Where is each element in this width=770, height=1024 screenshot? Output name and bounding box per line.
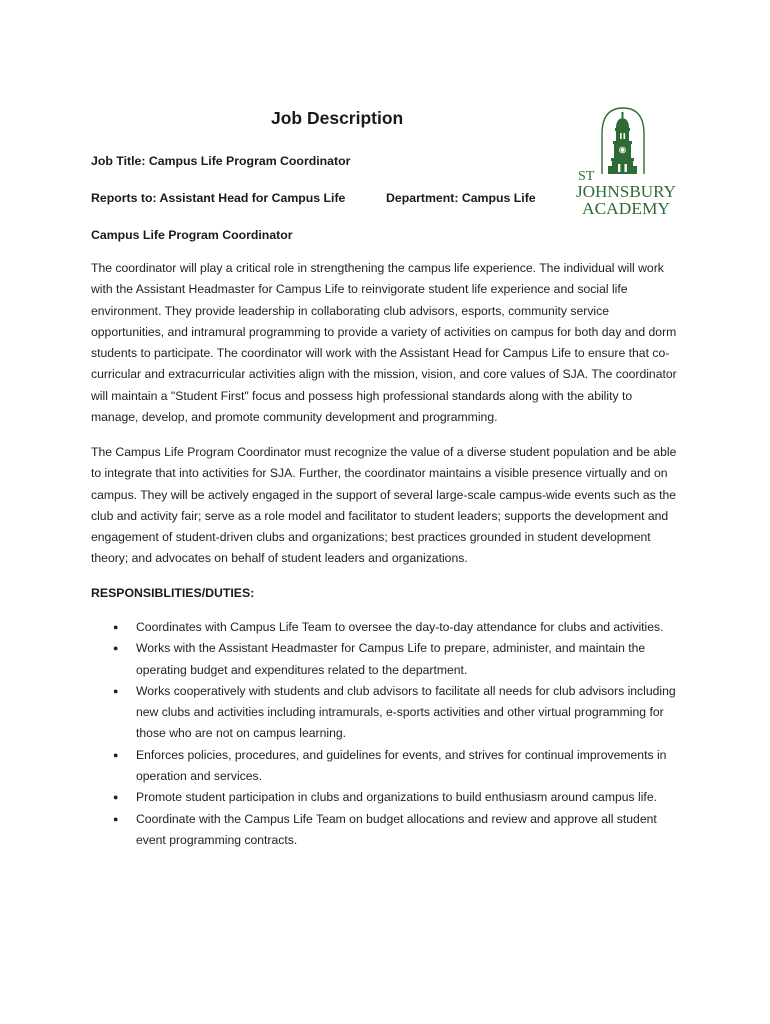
list-item: ● Enforces policies, procedures, and guidelines for events, and strives for continual improvements in operation and services.	[91, 745, 681, 788]
job-title-line: Job Title: Campus Life Program Coordinator	[91, 154, 351, 168]
logo-text-st: ST	[578, 169, 595, 184]
reports-to-line: Reports to: Assistant Head for Campus Life	[91, 191, 346, 205]
document-title: Job Description	[271, 108, 404, 128]
duties-list	[91, 617, 681, 851]
st-johnsbury-academy-logo	[572, 104, 682, 216]
clock-tower-icon	[608, 112, 637, 174]
section-heading: Campus Life Program Coordinator	[91, 228, 293, 242]
paragraph-intro: The coordinator will play a critical role in strengthening the campus life experience. The individual will work with the Assistant Headmaster for Campus Life to reinvigorate student life experience and social life environment. They provide leadership in collaborating club advisors, esports, community service opportunities, and intramural programming to provide a variety of activities on campus for both day and dorm students to participate. The coordinator will work with the Assistant Head for Campus Life to ensure that co-curricular and extracurricular activities align with the mission, vision, and core values of SJA. The coordinator will maintain a "Student First" focus and possess high professional standards along with the ability to manage, develop, and promote community development and programming.	[91, 261, 677, 425]
list-item: ● Promote student participation in clubs and organizations to build enthusiasm around campus life.	[91, 787, 681, 808]
duties-heading: RESPONSIBLITIES/DUTIES:	[91, 586, 255, 600]
list-item: ● Works with the Assistant Headmaster for Campus Life to prepare, administer, and maintain the operating budget and expenditures related to the department.	[91, 638, 681, 681]
list-item: ● Coordinates with Campus Life Team to oversee the day-to-day attendance for clubs and activities.	[91, 617, 681, 638]
paragraph-diversity: The Campus Life Program Coordinator must recognize the value of a diverse student population and be able to integrate that into activities for SJA. Further, the coordinator maintains a visible presence virtually and on campus. They will be actively engaged in the support of several large-scale campus-wide events such as the club and activity fair; serve as a role model and facilitator to student leaders; supports the development and engagement of student-driven clubs and organizations; best practices grounded in student development theory; and advocates on behalf of student leaders and organizations.	[91, 445, 677, 566]
list-item: ● Coordinate with the Campus Life Team on budget allocations and review and approve all student event programming contracts.	[91, 809, 681, 852]
department-line: Department: Campus Life	[386, 191, 536, 205]
logo-text-academy: ACADEMY	[582, 199, 670, 216]
list-item: ● Works cooperatively with students and club advisors to facilitate all needs for club advisors including new clubs and activities including intramurals, e-sports activities and other virtual programming for those who are not on campus learning.	[91, 681, 681, 745]
logo-text-johnsbury: JOHNSBURY	[576, 182, 676, 201]
